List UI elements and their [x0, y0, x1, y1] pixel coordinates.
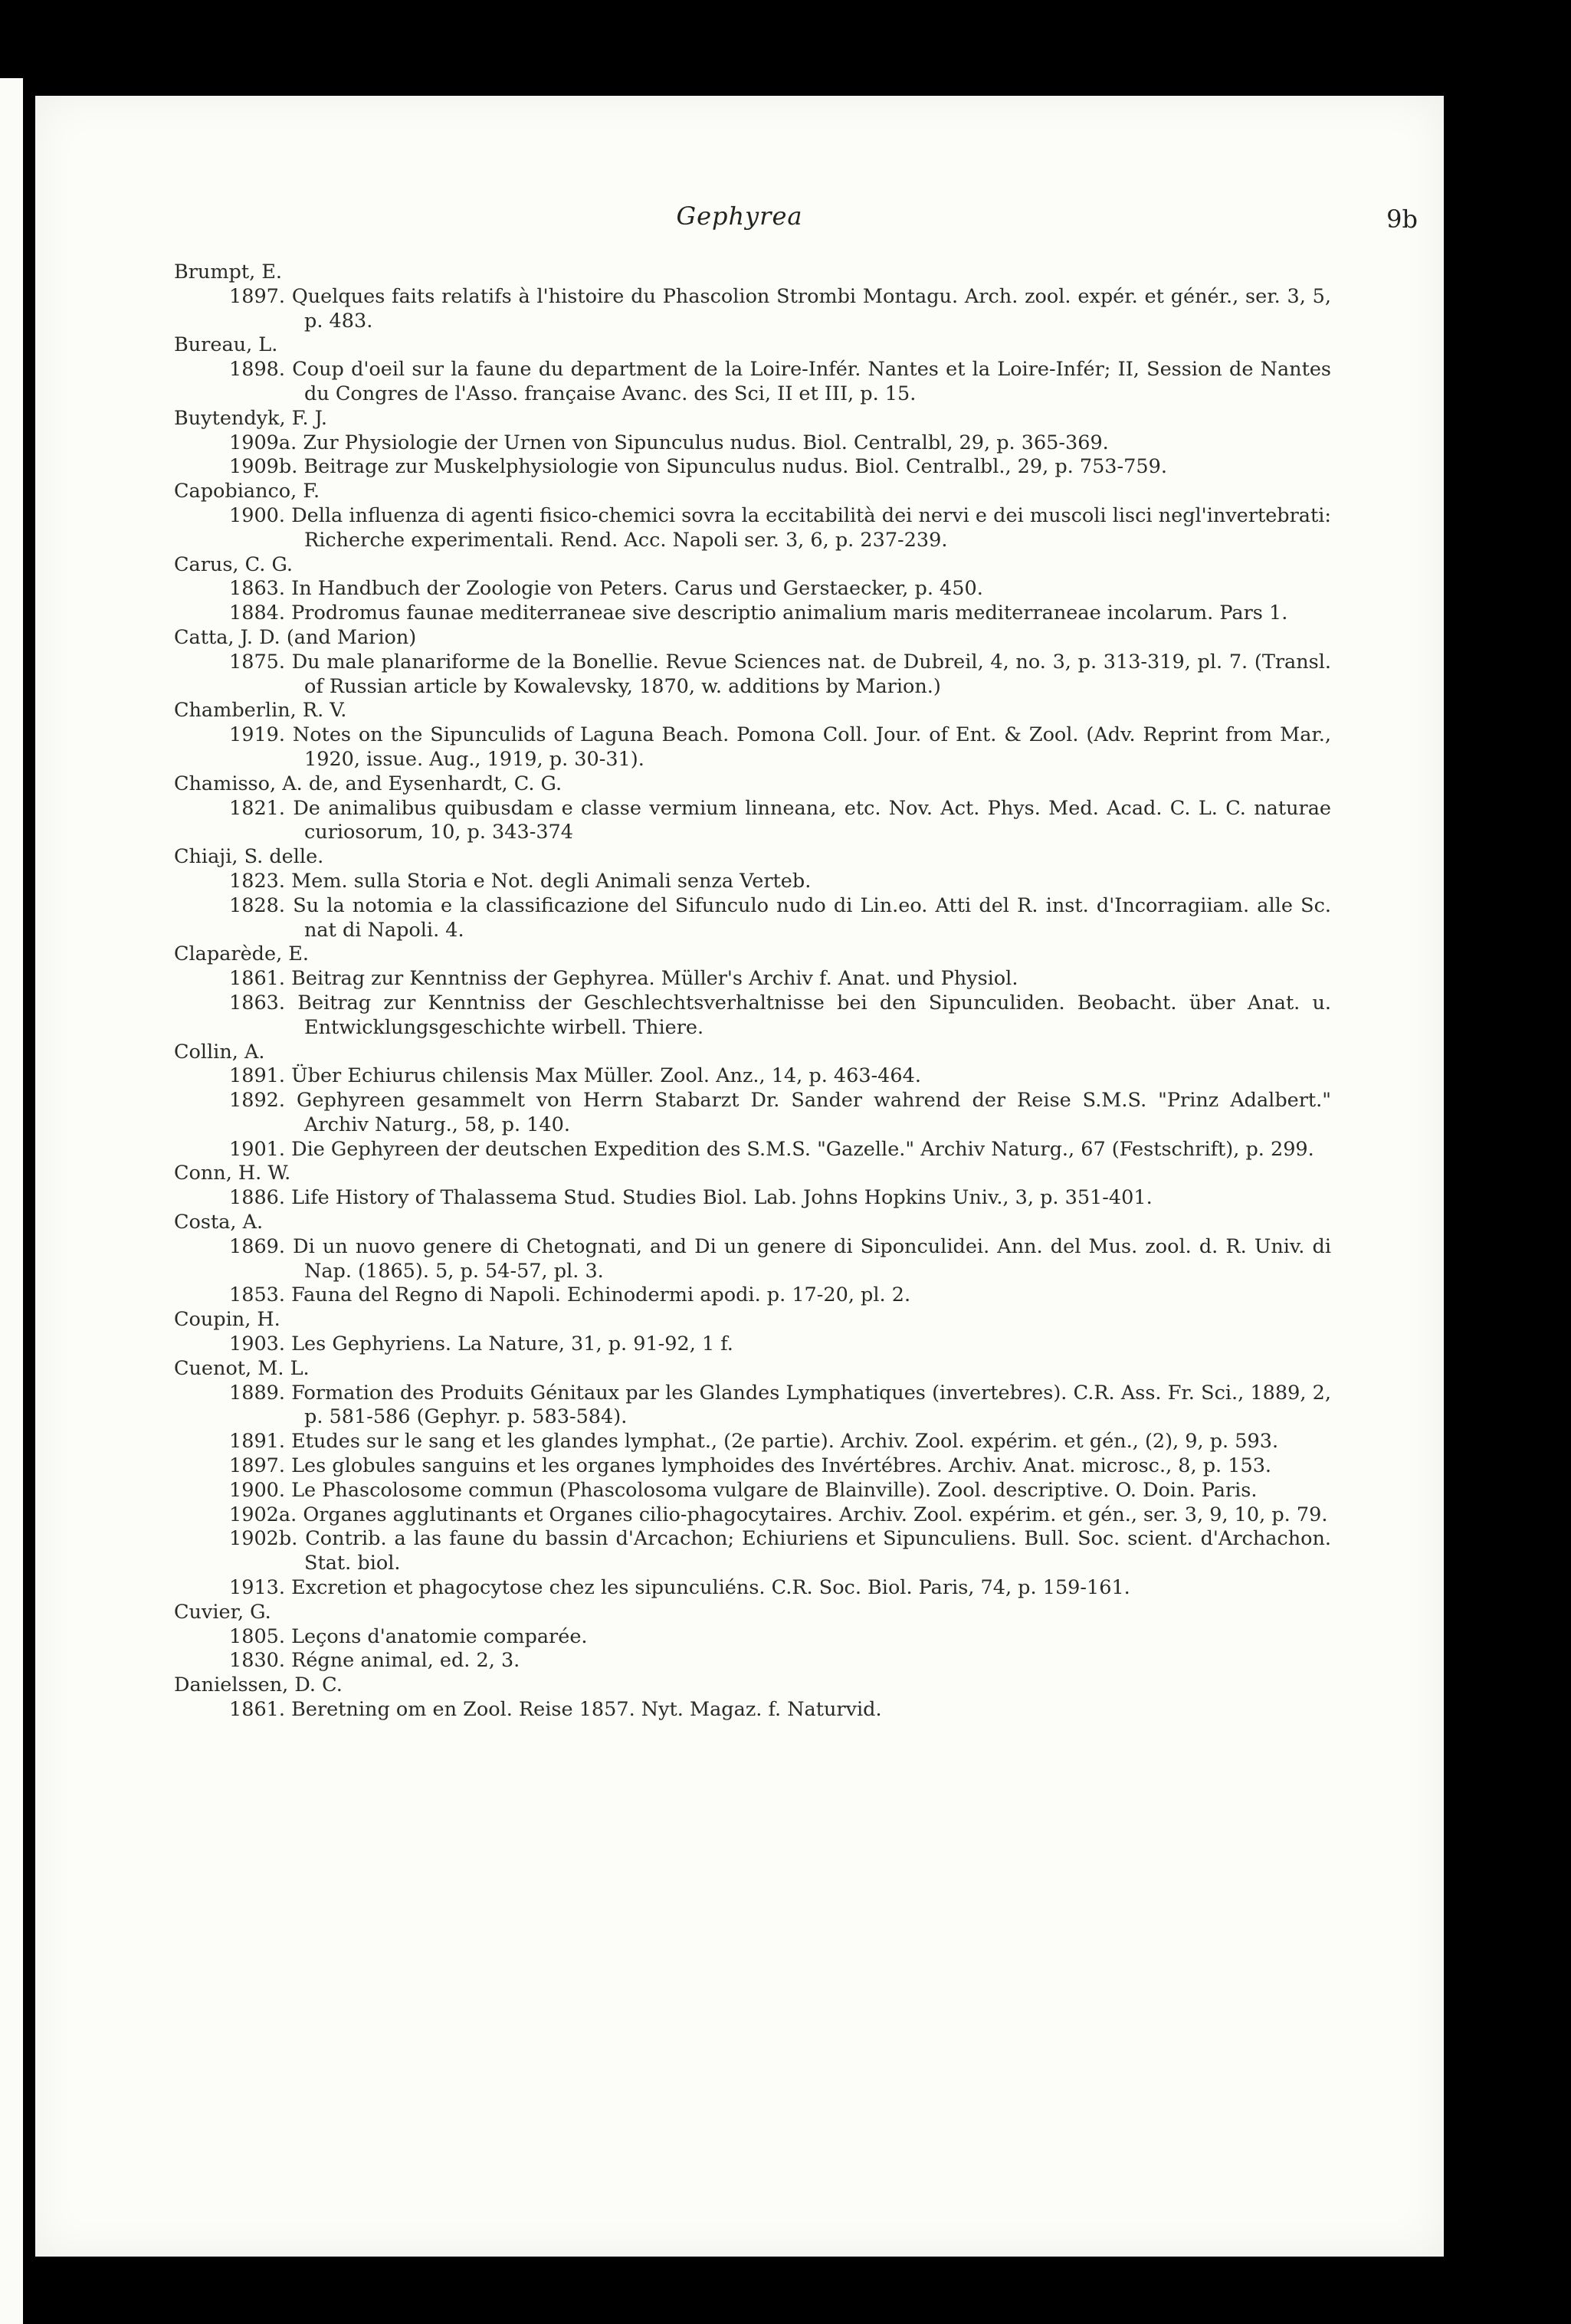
page — [35, 96, 1444, 2257]
entry-text: Beitrag zur Kenntniss der Geschlechtsverhaltnisse bei den Sipunculiden. Beobacht. über Anat. u. Entwicklungsgeschichte wirbell. Thiere. — [297, 991, 1331, 1039]
bibliography-entry — [174, 1235, 1331, 1284]
entry-year: 1884. — [229, 601, 286, 625]
bibliography-author-group — [174, 699, 1331, 772]
bibliography-entry — [174, 894, 1331, 943]
entry-year: 1863. — [229, 991, 286, 1014]
bibliography-author-group — [174, 1673, 1331, 1723]
entry-year: 1823. — [229, 869, 286, 893]
bibliography-entry — [174, 1527, 1331, 1576]
entry-year: 1863. — [229, 577, 286, 601]
entry-year: 1903. — [229, 1332, 286, 1356]
entry-text: Du male planariforme de la Bonellie. Revue Sciences nat. de Dubreil, 4, no. 3, p. 313-319, pl. 7. (Transl. of Russian article by Kowalevsky, 1870, w. additions by Marion.) — [291, 650, 1331, 698]
entry-year: 1889. — [229, 1381, 286, 1405]
author-name: Costa, A. — [174, 1211, 264, 1234]
entry-year: 1861. — [229, 967, 286, 991]
bibliography-author-group — [174, 480, 1331, 552]
entry-text: Su la notomia e la classificazione del Sifunculo nudo di Lin.eo. Atti del R. inst. d'Incorragiiam. alle Sc. nat di Napoli. 4. — [293, 893, 1331, 942]
entry-year: 1919. — [229, 723, 286, 747]
bibliography-entry — [174, 1186, 1331, 1211]
entry-year: 1805. — [229, 1624, 286, 1648]
entry-year: 1902b. — [229, 1527, 298, 1551]
bibliography-entry — [174, 870, 1331, 894]
bibliography-entry — [174, 1503, 1331, 1528]
bibliography-entry — [174, 1138, 1331, 1162]
bibliography-entry — [174, 455, 1331, 480]
bibliography-entry — [174, 723, 1331, 772]
entry-text: Le Phascolosome commun (Phascolosoma vulgare de Blainville). Zool. descriptive. O. Doin. Paris. — [291, 1478, 1258, 1502]
bibliography-author-group — [174, 1211, 1331, 1308]
bibliography-author-group — [174, 1162, 1331, 1211]
bibliography-entry — [174, 1430, 1331, 1454]
author-name: Chamberlin, R. V. — [174, 699, 347, 723]
entry-text: Régne animal, ed. 2, 3. — [291, 1649, 520, 1673]
previous-page-edge — [0, 78, 23, 2324]
entry-text: Coup d'oeil sur la faune du department de la Loire-Infér. Nantes et la Loire-Infér; II, Session de Nantes du Congres de l'Asso. française Avanc. des Sci, II et III, p. 15. — [292, 358, 1331, 405]
bibliography-author-group — [174, 407, 1331, 480]
author-name: Buytendyk, F. J. — [174, 406, 328, 430]
entry-text: Leçons d'anatomie comparée. — [291, 1624, 588, 1648]
entry-text: Formation des Produits Génitaux par les Glandes Lymphatiques (invertebres). C.R. Ass. Fr. Sci., 1889, 2, p. 581-586 (Gephyr. p. 583-584). — [291, 1381, 1331, 1429]
entry-text: Organes agglutinants et Organes cilio-phagocytaires. Archiv. Zool. expérim. et gén., ser. 3, 9, 10, p. 79. — [303, 1503, 1328, 1526]
entry-year: 1891. — [229, 1064, 286, 1088]
entry-year: 1913. — [229, 1576, 286, 1600]
entry-year: 1900. — [229, 503, 286, 527]
entry-year: 1901. — [229, 1137, 286, 1161]
bibliography-author-group — [174, 845, 1331, 942]
bibliography-entry — [174, 358, 1331, 407]
bibliography-entry — [174, 1625, 1331, 1650]
entry-text: Etudes sur le sang et les glandes lymphat., (2e partie). Archiv. Zool. expérim. et gén., (2), 9, p. 593. — [291, 1430, 1279, 1454]
entry-text: Della influenza di agenti fisico-chemici sovra la eccitabilità dei nervi e dei muscoli lisci negl'invertebrati: Richerche experimentali. Rend. Acc. Napoli ser. 3, 6, p. 237-239. — [291, 503, 1332, 552]
author-name: Capobianco, F. — [174, 480, 320, 503]
author-name: Collin, A. — [174, 1040, 265, 1064]
entry-year: 1897. — [229, 284, 286, 308]
bibliography-entry — [174, 1576, 1331, 1601]
bibliography-entry — [174, 577, 1331, 601]
entry-year: 1902a. — [229, 1503, 297, 1526]
author-name: Claparède, E. — [174, 942, 310, 966]
page-header — [35, 202, 1444, 247]
author-name: Bureau, L. — [174, 333, 278, 357]
entry-text: Contrib. a las faune du bassin d'Arcachon; Echiuriens et Sipunculiens. Bull. Soc. scient. d'Archachon. Stat. biol. — [304, 1527, 1331, 1575]
entry-text: Über Echiurus chilensis Max Müller. Zool. Anz., 14, p. 463-464. — [291, 1064, 921, 1088]
bibliography-author-group — [174, 261, 1331, 333]
bibliography-entry — [174, 1382, 1331, 1431]
entry-year: 1892. — [229, 1089, 286, 1113]
bibliography-author-group — [174, 333, 1331, 406]
entry-text: Quelques faits relatifs à l'histoire du Phascolion Strombi Montagu. Arch. zool. expér. et génér., ser. 3, 5, p. 483. — [291, 284, 1332, 333]
author-name: Chamisso, A. de, and Eysenhardt, C. G. — [174, 772, 562, 795]
bibliography-entry — [174, 1649, 1331, 1673]
bibliography-entry — [174, 967, 1331, 992]
entry-text: Fauna del Regno di Napoli. Echinodermi apodi. p. 17-20, pl. 2. — [291, 1283, 911, 1307]
author-name: Cuvier, G. — [174, 1600, 271, 1624]
entry-text: Prodromus faunae mediterraneae sive descriptio animalium maris mediterraneae incolarum. Pars 1. — [291, 601, 1288, 625]
entry-text: Notes on the Sipunculids of Laguna Beach. Pomona Coll. Jour. of Ent. & Zool. (Adv. Reprint from Mar., 1920, issue. Aug., 1919, p. 30-31). — [292, 723, 1331, 771]
bibliography-author-group — [174, 1601, 1331, 1673]
entry-text: Beretning om en Zool. Reise 1857. Nyt. Magaz. f. Naturvid. — [291, 1698, 882, 1722]
entry-year: 1875. — [229, 650, 286, 674]
entry-text: Mem. sulla Storia e Not. degli Animali senza Verteb. — [291, 869, 812, 893]
bibliography-entry — [174, 1283, 1331, 1308]
bibliography-entry — [174, 285, 1331, 334]
bibliography-entry — [174, 797, 1331, 846]
entry-year: 1891. — [229, 1430, 286, 1454]
entry-text: Die Gephyreen der deutschen Expedition des S.M.S. "Gazelle." Archiv Naturg., 67 (Festschrift), p. 299. — [291, 1137, 1314, 1161]
bibliography-author-group — [174, 553, 1331, 626]
author-name: Carus, C. G. — [174, 552, 294, 576]
author-name: Catta, J. D. (and Marion) — [174, 625, 417, 649]
entry-text: Life History of Thalassema Stud. Studies Biol. Lab. Johns Hopkins Univ., 3, p. 351-401. — [291, 1186, 1153, 1210]
page-number: 9b — [1386, 205, 1418, 234]
bibliography-author-group — [174, 626, 1331, 699]
entry-year: 1869. — [229, 1234, 286, 1258]
bibliography-entry — [174, 992, 1331, 1041]
entry-year: 1897. — [229, 1454, 286, 1478]
bibliography-author-group — [174, 772, 1331, 845]
bibliography-entry — [174, 1089, 1331, 1138]
bibliography-entry — [174, 1454, 1331, 1479]
entry-text: Gephyreen gesammelt von Herrn Stabarzt Dr. Sander wahrend der Reise S.M.S. "Prinz Adalbert." Archiv Naturg., 58, p. 140. — [297, 1089, 1331, 1136]
entry-text: Les Gephyriens. La Nature, 31, p. 91-92, 1 f. — [291, 1332, 733, 1356]
running-head: Gephyrea — [676, 202, 803, 231]
entry-text: Beitrag zur Kenntniss der Gephyrea. Müller's Archiv f. Anat. und Physiol. — [291, 967, 1018, 991]
author-name: Danielssen, D. C. — [174, 1673, 343, 1697]
author-name: Conn, H. W. — [174, 1162, 291, 1185]
entry-text: In Handbuch der Zoologie von Peters. Carus und Gerstaecker, p. 450. — [291, 577, 983, 601]
bibliography-entry — [174, 1064, 1331, 1089]
bibliography-entry — [174, 504, 1331, 553]
bibliography-author-group — [174, 1041, 1331, 1162]
bibliography-list — [174, 261, 1331, 1723]
entry-text: Beitrage zur Muskelphysiologie von Sipunculus nudus. Biol. Centralbl., 29, p. 753-759. — [303, 455, 1167, 479]
entry-text: Zur Physiologie der Urnen von Sipunculus nudus. Biol. Centralbl, 29, p. 365-369. — [303, 431, 1109, 454]
bibliography-author-group — [174, 1308, 1331, 1357]
bibliography-entry — [174, 431, 1331, 456]
bibliography-entry — [174, 1332, 1331, 1357]
entry-year: 1853. — [229, 1283, 286, 1307]
bibliography-entry — [174, 1479, 1331, 1503]
entry-year: 1828. — [229, 893, 286, 917]
entry-year: 1830. — [229, 1649, 286, 1673]
entry-text: Excretion et phagocytose chez les sipunculiéns. C.R. Soc. Biol. Paris, 74, p. 159-161. — [291, 1576, 1130, 1600]
entry-year: 1861. — [229, 1698, 286, 1722]
author-name: Chiaji, S. delle. — [174, 845, 324, 869]
bibliography-entry — [174, 1698, 1331, 1723]
bibliography-author-group — [174, 942, 1331, 1040]
entry-year: 1886. — [229, 1186, 286, 1210]
entry-text: Di un nuovo genere di Chetognati, and Di un genere di Siponculidei. Ann. del Mus. zool. d. R. Univ. di Nap. (1865). 5, p. 54-57, pl. 3. — [293, 1234, 1331, 1283]
entry-year: 1900. — [229, 1478, 286, 1502]
entry-text: Les globules sanguins et les organes lymphoides des Invértébres. Archiv. Anat. microsc., 8, p. 153. — [291, 1454, 1272, 1478]
bibliography-entry — [174, 651, 1331, 700]
entry-text: De animalibus quibusdam e classe vermium linneana, etc. Nov. Act. Phys. Med. Acad. C. L. C. naturae curiosorum, 10, p. 343-374 — [293, 796, 1332, 844]
entry-year: 1898. — [229, 358, 286, 382]
bibliography-entry — [174, 601, 1331, 626]
bibliography-author-group — [174, 1357, 1331, 1601]
entry-year: 1909b. — [229, 455, 298, 479]
author-name: Coupin, H. — [174, 1308, 280, 1332]
author-name: Brumpt, E. — [174, 261, 283, 284]
entry-year: 1909a. — [229, 431, 297, 454]
entry-year: 1821. — [229, 796, 286, 820]
author-name: Cuenot, M. L. — [174, 1356, 310, 1380]
